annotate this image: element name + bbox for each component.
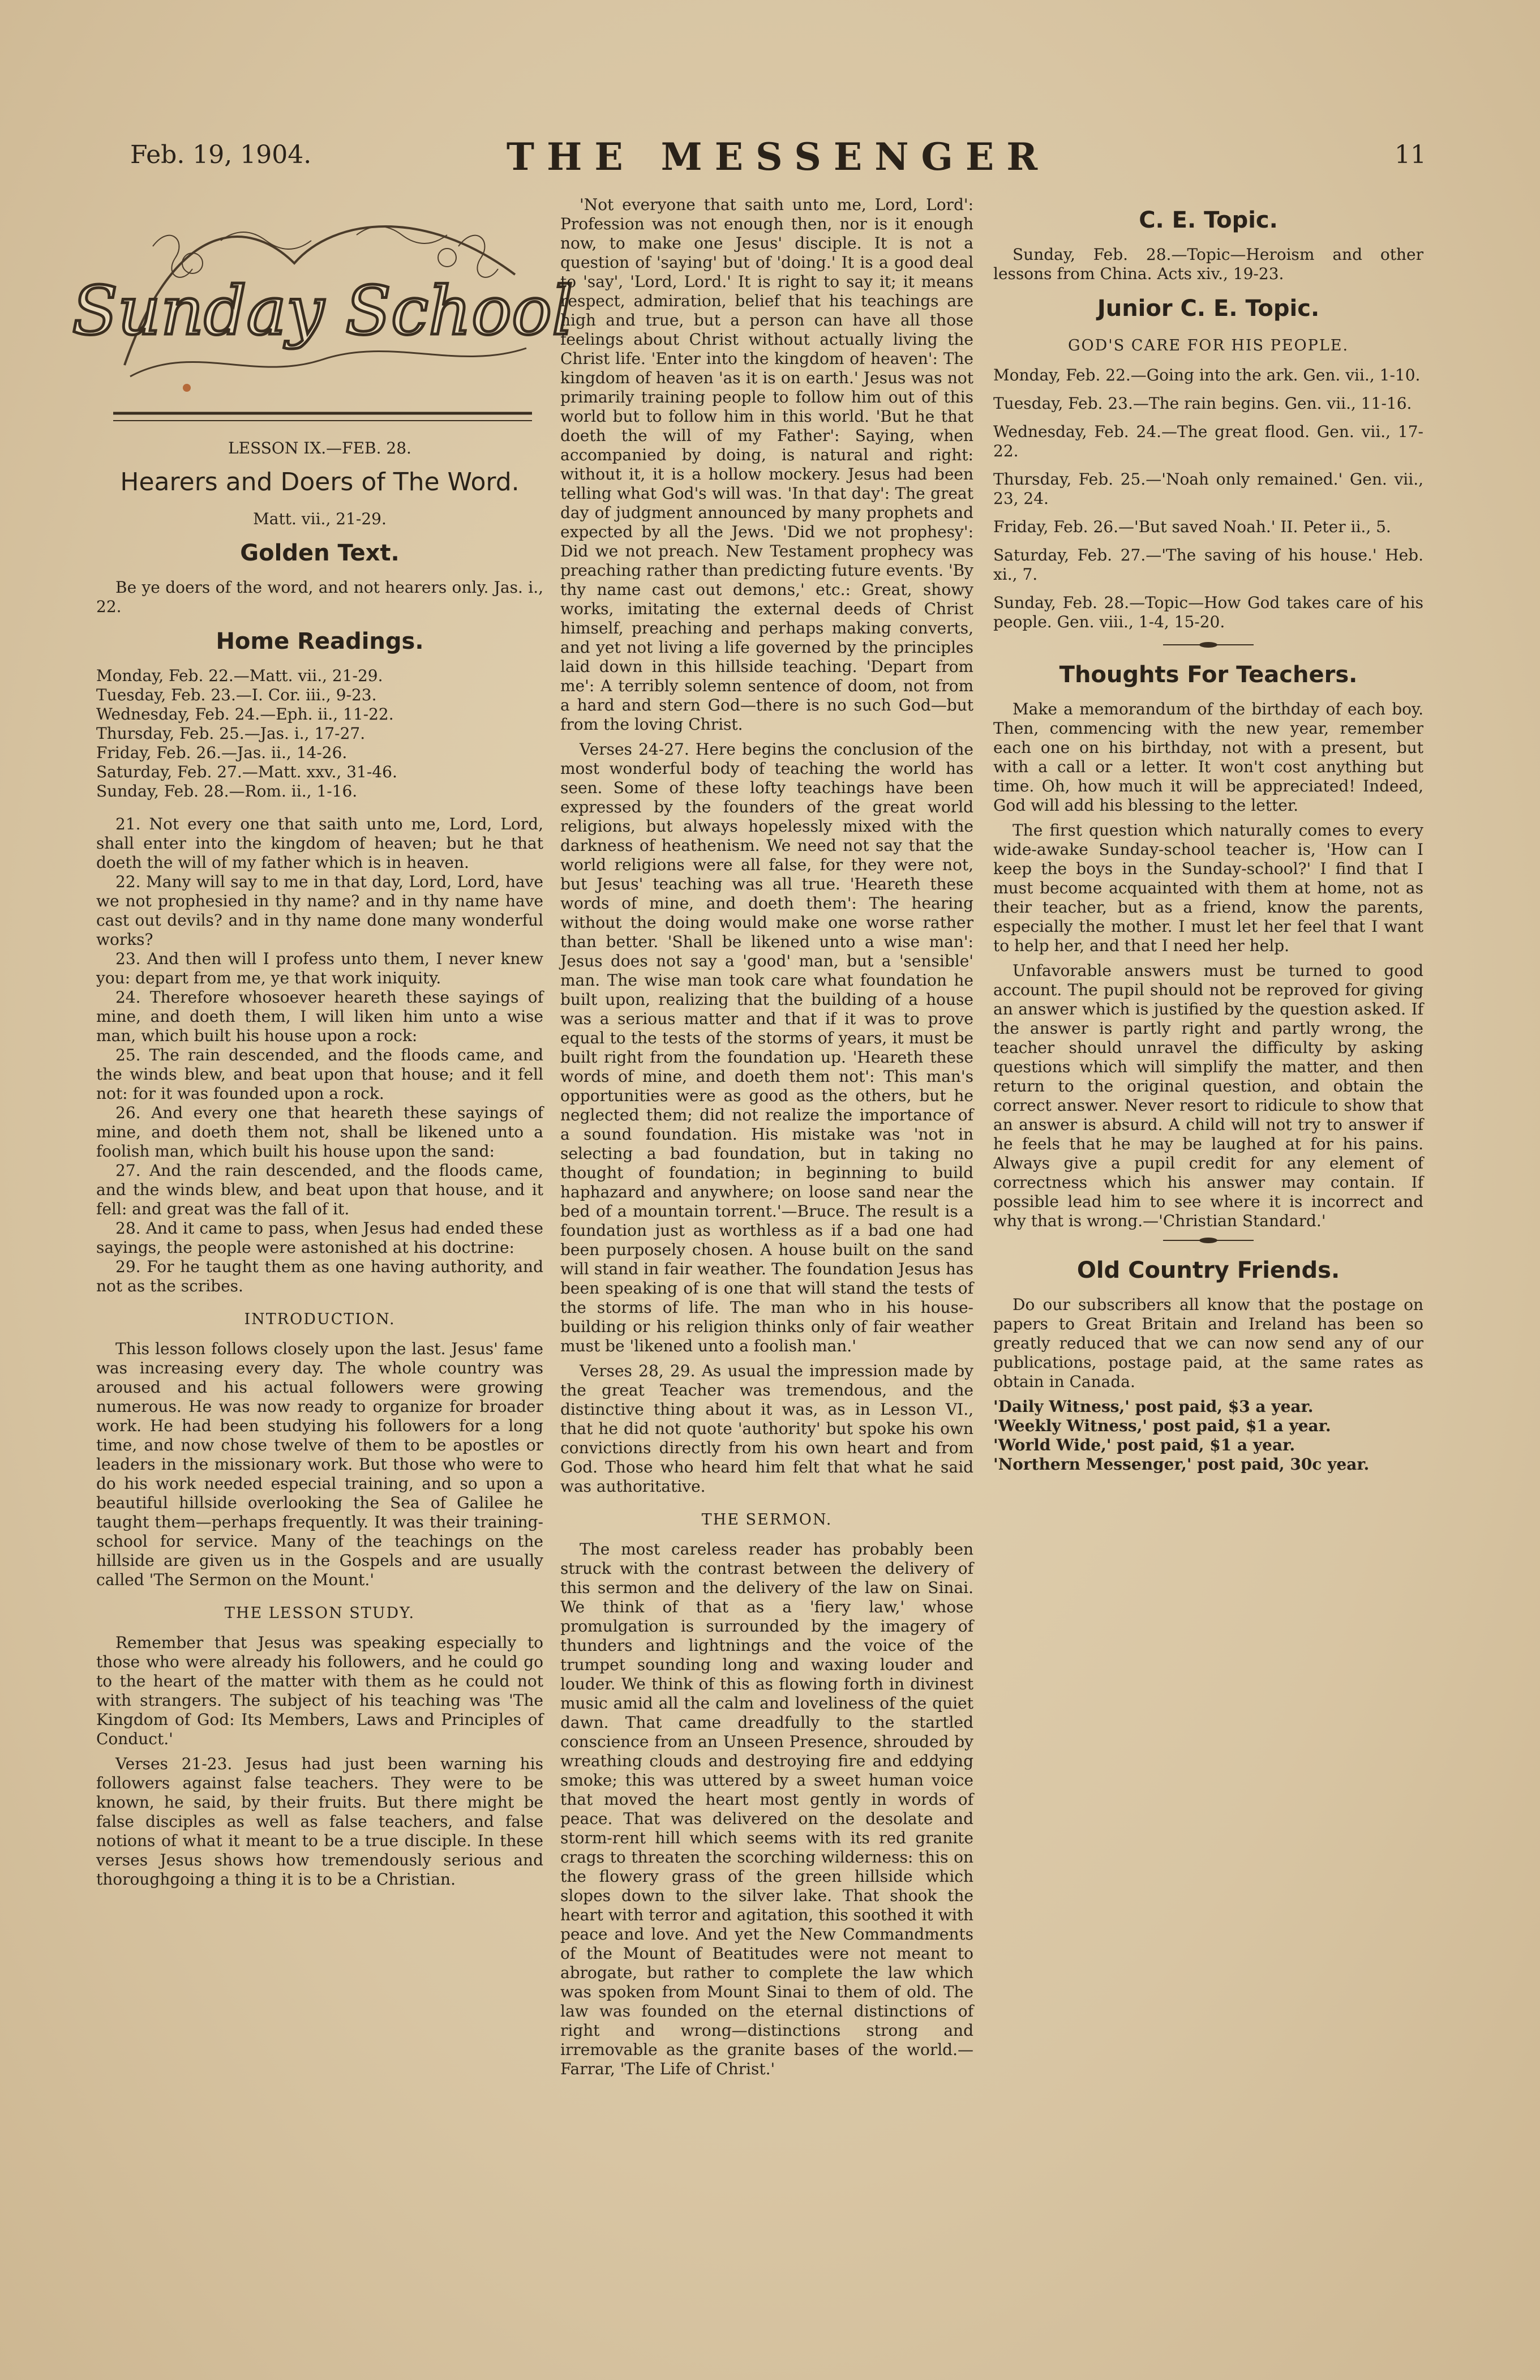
list-item: Sunday, Feb. 28.—Topic—How God takes care of his people. Gen. viii., 1-4, 15-20.	[993, 593, 1423, 631]
column-1	[72, 195, 573, 2256]
list-item: Thursday, Feb. 25.—'Noah only remained.' Gen. vii., 23, 24.	[993, 470, 1423, 508]
introduction-text: This lesson follows closely upon the last. Jesus' fame was increasing every day. The whole country was aroused and his actual followers were growing numerous. He was now ready to organize for broader work. He had been studying his followers for a long time, and now chose twelve of them to be apostles or leaders in the missionary work. But those who were to do his work needed especial training, and so upon a beautiful hillside overlooking the Sea of Galilee he taught them—perhaps frequently. It was their training-school for service. Many of the teachings on the hillside are given us in the Gospels and are usually called 'The Sermon on the Mount.'	[96, 1339, 543, 1589]
junior-ce-list	[993, 366, 1423, 632]
lesson-reference: Matt. vii., 21-29.	[253, 510, 387, 528]
newspaper-title: THE MESSENGER	[506, 135, 1050, 179]
old-country-heading: Old Country Friends.	[1076, 1257, 1340, 1283]
ce-topic-heading: C. E. Topic.	[1139, 207, 1278, 233]
junior-ce-subheading: GOD'S CARE FOR HIS PEOPLE.	[1067, 337, 1349, 354]
sermon-text: The most careless reader has probably been struck with the contrast between the delivery of this sermon and the delivery of the law on Sinai. We think of that as a 'fiery law,' whose promulgation is surrounded by the imagery of thunders and lightnings and the voice of the trumpet sounding long and waxing louder and louder. We think of this as flowing forth in divinest music amid all the calm and loveliness of the quiet dawn. That came dreadfully to the startled conscience from an Unseen Presence, shrouded by wreathing clouds and destroying fire and eddying smoke; this was uttered by a sweet human voice that moved the heart most gently in words of peace. That was delivered on the desolate and storm-rent hill which seems with its red granite crags to threaten the scorching wilderness: this on the flowery grass of the green hillside which slopes down to the silver lake. That shook the heart with terror and agitation, this soothed it with peace and love. And yet the New Commandments of the Mount of Beatitudes were not meant to abrogate, but rather to complete the law which was spoken from Mount Sinai to them of old. The law was founded on the eternal distinctions of right and wrong—distinctions strong and irremovable as the granite bases of the world.—Farrar, 'The Life of Christ.'	[560, 1540, 973, 2078]
list-item: Wednesday, Feb. 24.—The great flood. Gen. vii., 17-22.	[993, 422, 1423, 460]
verse: 23. And then will I profess unto them, I never knew you: depart from me, ye that work iniquity.	[96, 949, 543, 987]
verse: 27. And the rain descended, and the floods came, and the winds blew, and beat upon that house, and it fell: and great was the fall of it.	[96, 1161, 543, 1218]
home-readings-list	[96, 666, 543, 801]
column-2	[560, 195, 973, 2256]
lesson-study-paragraph: Verses 24-27. Here begins the conclusion of the most wonderful body of teaching the world has seen. Some of these lofty teachings have been expressed by the founders of the great world religions, but always hopelessly mixed with the darkness of heathenism. We need not say that the world religions were all false, for they were not, but Jesus' teaching was all true. 'Heareth these words of mine, and doeth them': The hearing without the doing would make one worse rather than better. 'Shall be likened unto a wise man': Jesus does not say a 'good' man, but a 'sensible' man. The wise man took care what foundation he built upon, realizing that the building of a house was a serious matter and that if it was to prove equal to the tests of the storms of years, it must be built right from the foundation up. 'Heareth these words of mine, and doeth them not': This man's opportunities were as good as the others, but he neglected them; did not realize the importance of a sound foundation. His mistake was 'not in selecting a bad foundation, but in taking no thought of foundation; in beginning to build haphazard and anywhere; on loose sand near the bed of a mountain torrent.'—Bruce. The result is a foundation just as worthless as if a bad one had been purposely chosen. A house built on the sand will stand in fair weather. The foundation Jesus has been speaking of is one that will stand the tests of the storms of life. The man who in his house-building or his religion thinks only of fair weather must be 'likened unto a foolish man.'	[560, 740, 973, 1355]
verse: 25. The rain descended, and the floods came, and the winds blew, and beat upon that house; and it fell not: for it was founded upon a rock.	[96, 1046, 543, 1103]
lesson-study-paragraph: Verses 21-23. Jesus had just been warning his followers against false teachers. They were to be known, he said, by their fruits. But there might be false disciples as well as false teachers, and false notions of what it meant to be a true disciple. In these verses Jesus shows how tremendously serious and thoroughgoing a thing it is to be a Christian.	[96, 1754, 543, 1889]
thoughts-paragraph: Unfavorable answers must be turned to good account. The pupil should not be reproved for giving an answer which is justified by the question asked. If the answer is partly right and partly wrong, the teacher should unravel the difficulty by asking questions which will simplify the matter, and then return to the original question, and obtain the correct answer. Never resort to ridicule to show that an answer is absurd. A child will not try to answer if he feels that he may be laughed at for his pains. Always give a pupil credit for any element of correctness which his answer may contain. If possible lead him to see where it is incorrect and why that is wrong.—'Christian Standard.'	[993, 961, 1423, 1230]
price-list	[993, 1397, 1423, 1474]
column-3	[993, 195, 1423, 2256]
list-item: 'Northern Messenger,' post paid, 30c year.	[993, 1455, 1370, 1474]
list-item: Saturday, Feb. 27.—'The saving of his house.' Heb. xi., 7.	[993, 546, 1423, 584]
list-item: Friday, Feb. 26.—'But saved Noah.' II. Peter ii., 5.	[993, 517, 1391, 536]
verse: 28. And it came to pass, when Jesus had ended these sayings, the people were astonished at his doctrine:	[96, 1219, 543, 1257]
issue-date: Feb. 19, 1904.	[130, 140, 312, 169]
list-item: Thursday, Feb. 25.—Jas. i., 17-27.	[96, 724, 366, 743]
list-item: Saturday, Feb. 27.—Matt. xxv., 31-46.	[96, 763, 397, 781]
old-country-text: Do our subscribers all know that the postage on papers to Great Britain and Ireland has been so greatly reduced that we can now send any of our publications, postage paid, at the same rates as obtain in Canada.	[993, 1295, 1423, 1391]
list-item: Tuesday, Feb. 23.—I. Cor. iii., 9-23.	[96, 686, 377, 704]
list-item: Monday, Feb. 22.—Going into the ark. Gen. vii., 1-10.	[993, 366, 1421, 384]
introduction-heading: INTRODUCTION.	[244, 1311, 396, 1328]
golden-text-heading: Golden Text.	[240, 540, 400, 566]
verse: 21. Not every one that saith unto me, Lord, Lord, shall enter into the kingdom of heaven; but he that doeth the will of my father which is in heaven.	[96, 815, 543, 872]
ornament-divider	[1163, 1236, 1254, 1244]
list-item: 'Daily Witness,' post paid, $3 a year.	[993, 1397, 1314, 1416]
golden-text: Be ye doers of the word, and not hearers only. Jas. i., 22.	[96, 578, 543, 616]
list-item: 'World Wide,' post paid, $1 a year.	[993, 1436, 1296, 1454]
list-item: Tuesday, Feb. 23.—The rain begins. Gen. vii., 11-16.	[993, 394, 1412, 413]
thoughts-paragraph: The first question which naturally comes to every wide-awake Sunday-school teacher is, 'How can I keep the boys in the Sunday-school?' I find that I must become acquainted with them at home, not as their teacher, but as a friend, know the parents, especially the mother. I must let her feel that I want to help her, and that I need her help.	[993, 821, 1423, 955]
list-item: Monday, Feb. 22.—Matt. vii., 21-29.	[96, 666, 383, 685]
verse: 29. For he taught them as one having authority, and not as the scribes.	[96, 1257, 543, 1295]
lesson-line: LESSON IX.—FEB. 28.	[228, 439, 411, 457]
thoughts-paragraph: Make a memorandum of the birthday of each boy. Then, commencing with the new year, remember each one on his birthday, not with a present, but with a call or a letter. It won't cost anything but time. Oh, how much it will be appreciated! Indeed, God will add his blessing to the letter.	[993, 700, 1423, 815]
verse: 22. Many will say to me in that day, Lord, Lord, have we not prophesied in thy name? and in thy name have cast out devils? and in thy name done many wonderful works?	[96, 872, 543, 949]
logo-text: Sunday School	[72, 272, 573, 350]
thoughts-heading: Thoughts For Teachers.	[1059, 662, 1358, 688]
ornament-divider	[1163, 641, 1254, 649]
list-item: Sunday, Feb. 28.—Rom. ii., 1-16.	[96, 782, 358, 801]
lesson-study-paragraph: Verses 28, 29. As usual the impression made by the great Teacher was tremendous, and the distinctive thing about it was, as in Lesson VI., that he did not quote 'authority' but spoke his own convictions directly from his own heart and from God. Those who heard him felt that what he said was authoritative.	[560, 1362, 973, 1496]
verse: 24. Therefore whosoever heareth these sayings of mine, and doeth them, I will liken him unto a wise man, which built his house upon a rock:	[96, 988, 543, 1045]
lesson-study-paragraph: 'Not everyone that saith unto me, Lord, Lord': Profession was not enough then, nor is it enough now, to make one Jesus' disciple. It is not a question of 'saying' but of 'doing.' It is a good deal to 'say', 'Lord, Lord.' It is right to say it; it means respect, admiration, belief that his teachings are high and true, but a person can have all those feelings about Christ without actually living the Christ life. 'Enter into the kingdom of heaven': The kingdom of heaven 'as it is on earth.' Jesus was not primarily training people to follow him out of this world but to follow him in this world. 'But he that doeth the will of my Father': Saying, when accompanied by doing, is natural and right: without it, it is a hollow mockery. Jesus had been telling what God's will was. 'In that day': The great day of judgment announced by many prophets and expected by all the Jews. 'Did we not prophesy': Did we not preach. New Testament prophecy was preaching rather than predicting future events. 'By thy name cast out demons,' etc.: Great, showy works, imitating the external deeds of Christ himself, preaching and perhaps making converts, and yet not living a life governed by the principles laid down in this hillside teaching. 'Depart from me': A terribly solemn sentence of doom, not from a hard and stern God—there is no such God—but from the loving Christ.	[560, 195, 973, 734]
lesson-title: Hearers and Doers of The Word.	[120, 468, 520, 496]
masthead	[130, 135, 1426, 186]
list-item: Friday, Feb. 26.—Jas. ii., 14-26.	[96, 743, 348, 762]
ce-topic-text: Sunday, Feb. 28.—Topic—Heroism and other lessons from China. Acts xiv., 19-23.	[993, 245, 1423, 283]
sunday-school-logo	[72, 195, 573, 427]
lesson-study-paragraph: Remember that Jesus was speaking especially to those who were already his followers, and he could go to the heart of the matter with them as he could not with strangers. The subject of his teaching was 'The Kingdom of God: Its Members, Laws and Principles of Conduct.'	[96, 1633, 543, 1748]
list-item: Wednesday, Feb. 24.—Eph. ii., 11-22.	[96, 705, 394, 724]
sermon-heading: THE SERMON.	[701, 1511, 833, 1529]
home-readings-heading: Home Readings.	[216, 628, 424, 654]
page-number: 11	[1395, 140, 1426, 169]
verse: 26. And every one that heareth these sayings of mine, and doeth them not, shall be likened unto a foolish man, which built his house upon the sand:	[96, 1103, 543, 1161]
lesson-study-heading: THE LESSON STUDY.	[224, 1604, 415, 1622]
list-item: 'Weekly Witness,' post paid, $1 a year.	[993, 1416, 1331, 1435]
junior-ce-heading: Junior C. E. Topic.	[1097, 296, 1320, 322]
